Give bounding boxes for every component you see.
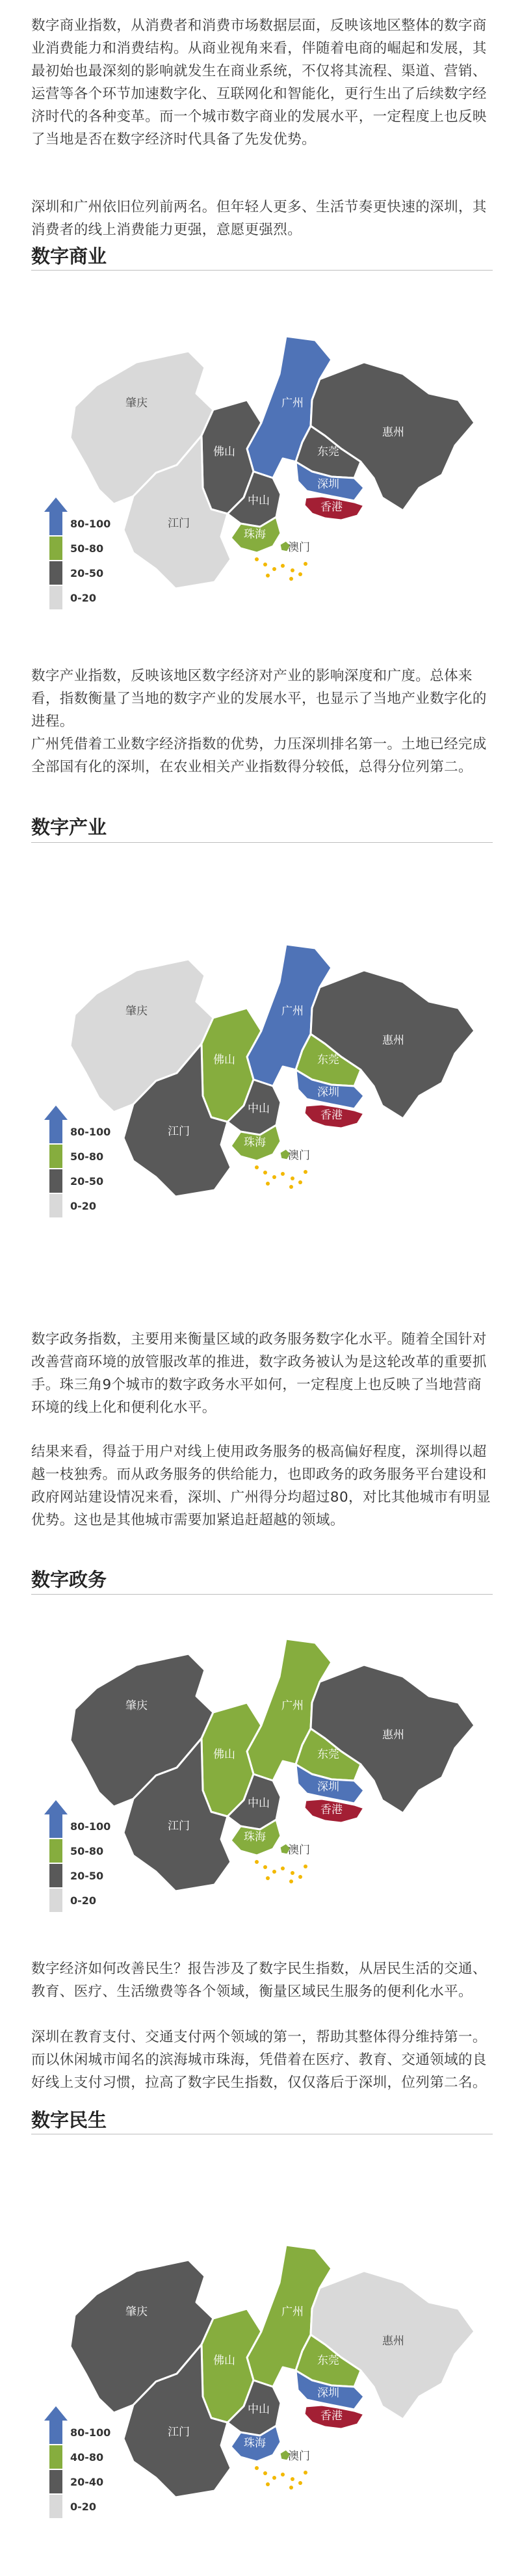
island-dot xyxy=(298,2481,302,2485)
legend-label: 0-20 xyxy=(70,2501,97,2513)
island-dot xyxy=(298,572,302,576)
region-label-macau: 澳门 xyxy=(288,2450,310,2463)
legend-label: 80-100 xyxy=(70,518,111,530)
map-legend xyxy=(44,498,110,609)
island-dot xyxy=(291,1871,294,1875)
region-label-zhongshan: 中山 xyxy=(248,494,270,507)
region-label-hongkong: 香港 xyxy=(320,1109,343,1122)
pearl-river-delta-map xyxy=(0,884,520,1249)
region-label-hongkong: 香港 xyxy=(320,501,343,514)
map-digital-industry xyxy=(0,884,520,1249)
island-dot xyxy=(304,1170,307,1174)
section-4-intro-2: 深圳在教育支付、交通支付两个领域的第一，帮助其整体得分维持第一。而以休闲城市闻名的滨海城市珠海，凭借着在医疗、教育、交通领域的良好线上支付习惯，拉高了数字民生指数，仅仅落后于深圳，位列第二名。 xyxy=(31,2029,487,2091)
region-label-macau: 澳门 xyxy=(288,541,310,554)
region-label-huizhou: 惠州 xyxy=(382,1034,404,1047)
legend-swatch xyxy=(49,1839,62,1863)
section-4-intro-1: 数字经济如何改善民生？报告涉及了数字民生指数，从居民生活的交通、教育、医疗、生活缴费等各个领域，衡量区域民生服务的便利化水平。 xyxy=(31,1961,487,2000)
region-label-zhuhai: 珠海 xyxy=(244,1136,266,1149)
island-dot xyxy=(281,1866,285,1870)
region-label-foshan: 佛山 xyxy=(213,1054,235,1067)
section-3-intro-2: 结果来看，得益于用户对线上使用政务服务的极高偏好程度，深圳得以超越一枝独秀。而从政务服务的供给能力，也即政务的政务服务平台建设和政府网站建设情况来看，深圳、广州得分均超过80，对比其他城市有明显优势。这也是其他城市需要加紧追赶超越的领域。 xyxy=(31,1444,491,1528)
legend-label: 20-50 xyxy=(70,567,104,579)
legend-swatch xyxy=(49,1814,62,1838)
legend-swatch xyxy=(49,1889,62,1912)
region-label-zhaoqing: 肇庆 xyxy=(125,397,148,410)
section-1-title: 数字商业 xyxy=(31,245,107,267)
legend-swatch xyxy=(49,2445,62,2469)
legend-arrow-icon xyxy=(44,1106,68,1120)
legend-label: 50-80 xyxy=(70,1150,104,1163)
section-2-intro-1: 数字产业指数，反映该地区数字经济对产业的影响深度和广度。总体来看，指数衡量了当地的数字产业的发展水平，也显示了当地产业数字化的进程。 xyxy=(31,668,487,730)
map-legend xyxy=(44,2406,110,2518)
legend-swatch xyxy=(49,1169,62,1193)
island-dot xyxy=(266,1876,270,1880)
section-4-title: 数字民生 xyxy=(31,2109,107,2131)
island-dot xyxy=(281,564,285,568)
legend-arrow-icon xyxy=(44,2406,68,2421)
section-3-title: 数字政务 xyxy=(31,1569,107,1591)
region-label-hongkong: 香港 xyxy=(320,1803,343,1816)
region-label-guangzhou: 广州 xyxy=(281,1005,304,1018)
region-label-shenzhen: 深圳 xyxy=(317,2387,339,2400)
legend-swatch xyxy=(49,1145,62,1168)
pearl-river-delta-map xyxy=(0,1579,520,1943)
pearl-river-delta-map xyxy=(0,2185,520,2549)
legend-label: 80-100 xyxy=(70,1820,111,1833)
legend-arrow-icon xyxy=(44,1800,68,1814)
section-1-rule xyxy=(31,270,493,271)
region-label-zhuhai: 珠海 xyxy=(244,528,266,541)
island-dot xyxy=(272,2476,276,2480)
map-digital-commerce xyxy=(0,276,520,641)
island-dot xyxy=(289,2486,293,2490)
region-label-zhaoqing: 肇庆 xyxy=(125,1005,148,1018)
legend-swatch xyxy=(49,512,62,535)
region-label-macau: 澳门 xyxy=(288,1844,310,1857)
island-dot xyxy=(291,1176,294,1180)
region-label-dongguan: 东莞 xyxy=(317,1748,339,1761)
island-dot xyxy=(263,563,267,566)
region-label-zhongshan: 中山 xyxy=(248,2403,270,2416)
legend-arrow-icon xyxy=(44,498,68,512)
region-label-foshan: 佛山 xyxy=(213,1748,235,1761)
island-dot xyxy=(266,2482,270,2486)
island-dot xyxy=(289,1879,293,1883)
legend-swatch xyxy=(49,586,62,609)
region-label-huizhou: 惠州 xyxy=(382,1729,404,1742)
pearl-river-delta-map xyxy=(0,276,520,641)
island-dot xyxy=(272,567,276,571)
legend-swatch xyxy=(49,1194,62,1217)
region-label-macau: 澳门 xyxy=(288,1149,310,1162)
island-dot xyxy=(272,1175,276,1179)
map-legend xyxy=(44,1106,110,1217)
section-2-title: 数字产业 xyxy=(31,816,107,838)
island-dot xyxy=(289,577,293,581)
region-label-zhongshan: 中山 xyxy=(248,1102,270,1115)
region-label-foshan: 佛山 xyxy=(213,445,235,458)
island-dot xyxy=(266,1182,270,1186)
island-dot xyxy=(263,1865,267,1869)
island-dot xyxy=(304,562,307,566)
region-label-shenzhen: 深圳 xyxy=(317,478,339,491)
legend-label: 80-100 xyxy=(70,2426,111,2439)
island-dot xyxy=(304,2471,307,2475)
island-dot xyxy=(291,568,294,572)
section-3-intro-1: 数字政务指数，主要用来衡量区域的政务服务数字化水平。随着全国针对改善营商环境的放管服改革的推进，数字政务被认为是这轮改革的重要抓手。珠三角9个城市的数字政务水平如何，一定程度上也反映了当地营商环境的线上化和便利化水平。 xyxy=(31,1331,487,1416)
island-dot xyxy=(304,1865,307,1868)
island-dot xyxy=(255,2466,259,2470)
legend-label: 80-100 xyxy=(70,1126,111,1138)
region-label-zhuhai: 珠海 xyxy=(244,2437,266,2450)
island-dot xyxy=(289,1185,293,1189)
legend-swatch xyxy=(49,561,62,585)
region-label-zhuhai: 珠海 xyxy=(244,1831,266,1844)
region-label-foshan: 佛山 xyxy=(213,2354,235,2367)
region-label-huizhou: 惠州 xyxy=(382,2335,404,2348)
island-dot xyxy=(272,1870,276,1874)
section-1-intro-1: 数字商业指数，从消费者和消费市场数据层面，反映该地区整体的数字商业消费能力和消费结构。从商业视角来看，伴随着电商的崛起和发展，其最初始也最深刻的影响就发生在商业系统，不仅将其流程、渠道、营销、运营等各个环节加速数字化、互联网化和智能化，更行生出了后续数字经济时代的各种变革。而一个城市数字商业的发展水平，一定程度上也反映了当地是否在数字经济时代具备了先发优势。 xyxy=(31,18,487,148)
legend-label: 20-50 xyxy=(70,1175,104,1188)
region-label-dongguan: 东莞 xyxy=(317,445,339,458)
region-label-dongguan: 东莞 xyxy=(317,2354,339,2367)
island-dot xyxy=(291,2477,294,2481)
region-label-guangzhou: 广州 xyxy=(281,397,304,410)
region-label-zhaoqing: 肇庆 xyxy=(125,2305,148,2318)
section-1-intro-2: 深圳和广州依旧位列前两名。但年轻人更多、生活节奏更快速的深圳，其消费者的线上消费能力更强，意愿更强烈。 xyxy=(31,199,487,238)
legend-swatch xyxy=(49,2470,62,2493)
region-label-jiangmen: 江门 xyxy=(168,2426,190,2439)
section-2-intro-2: 广州凭借着工业数字经济指数的优势，力压深圳排名第一。土地已经完成全部国有化的深圳，在农业相关产业指数得分较低，总得分位列第二。 xyxy=(31,736,487,775)
region-label-jiangmen: 江门 xyxy=(168,1125,190,1138)
map-legend xyxy=(44,1800,110,1912)
region-label-zhongshan: 中山 xyxy=(248,1797,270,1810)
legend-label: 0-20 xyxy=(70,592,97,604)
island-dot xyxy=(255,1860,259,1864)
region-label-shenzhen: 深圳 xyxy=(317,1781,339,1794)
section-2-rule xyxy=(31,842,493,843)
legend-label: 50-80 xyxy=(70,1845,104,1857)
region-label-hongkong: 香港 xyxy=(320,2410,343,2423)
legend-label: 0-20 xyxy=(70,1894,97,1907)
island-dot xyxy=(263,1171,267,1175)
map-digital-government xyxy=(0,1579,520,1943)
legend-label: 0-20 xyxy=(70,1200,97,1212)
region-label-dongguan: 东莞 xyxy=(317,1054,339,1067)
island-dot xyxy=(255,1165,259,1169)
island-dot xyxy=(266,574,270,578)
region-label-guangzhou: 广州 xyxy=(281,1699,304,1712)
island-dot xyxy=(298,1180,302,1184)
legend-swatch xyxy=(49,537,62,560)
region-label-shenzhen: 深圳 xyxy=(317,1086,339,1099)
island-dot xyxy=(281,1172,285,1176)
legend-label: 40-80 xyxy=(70,2451,104,2463)
legend-swatch xyxy=(49,2421,62,2444)
region-label-jiangmen: 江门 xyxy=(168,1820,190,1833)
island-dot xyxy=(263,2471,267,2475)
legend-label: 20-40 xyxy=(70,2476,104,2488)
legend-label: 20-50 xyxy=(70,1870,104,1882)
region-label-huizhou: 惠州 xyxy=(382,426,404,439)
legend-label: 50-80 xyxy=(70,542,104,555)
legend-swatch xyxy=(49,1120,62,1143)
region-label-zhaoqing: 肇庆 xyxy=(125,1699,148,1712)
region-label-jiangmen: 江门 xyxy=(168,517,190,530)
map-digital-livelihood xyxy=(0,2185,520,2549)
island-dot xyxy=(281,2473,285,2476)
island-dot xyxy=(298,1875,302,1879)
legend-swatch xyxy=(49,1864,62,1887)
legend-swatch xyxy=(49,2495,62,2518)
region-label-guangzhou: 广州 xyxy=(281,2305,304,2318)
island-dot xyxy=(255,557,259,561)
